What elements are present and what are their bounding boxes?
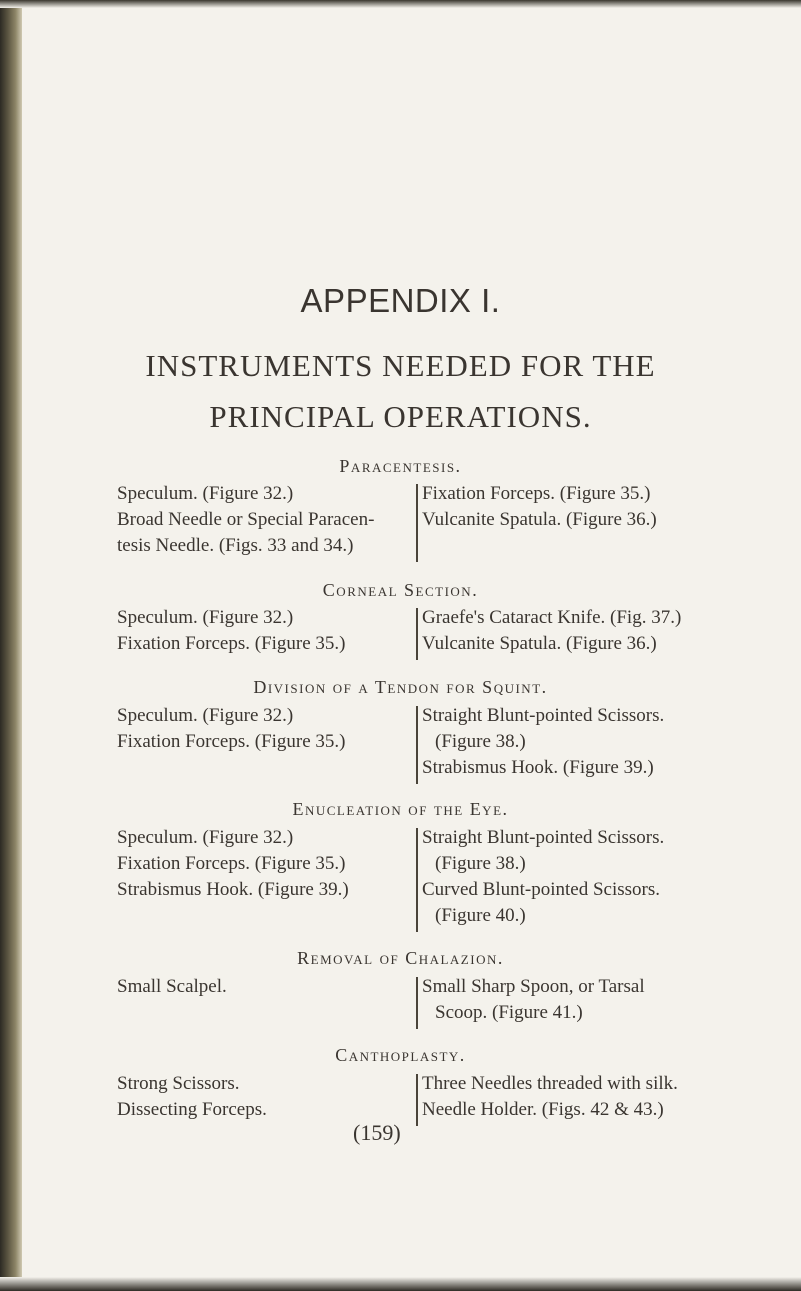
- page-title-line2: PRINCIPAL OPERATIONS.: [209, 399, 592, 434]
- list-item: (Figure 38.): [435, 853, 526, 874]
- section-heading-paracentesis: Paracentesis.: [339, 456, 462, 476]
- paracentesis-right-column: [422, 481, 657, 533]
- list-item: Small Scalpel.: [117, 976, 227, 997]
- list-item: (Figure 38.): [435, 731, 526, 752]
- list-item: Broad Needle or Special Paracen-: [117, 509, 375, 530]
- list-item: Three Needles threaded with silk.: [422, 1073, 678, 1094]
- list-item: Scoop. (Figure 41.): [435, 1002, 583, 1023]
- tendon-left-column: [117, 703, 346, 755]
- list-item: Straight Blunt-pointed Scissors.: [422, 705, 665, 726]
- corneal-right-column: [422, 605, 681, 657]
- list-item: Speculum. (Figure 32.): [117, 483, 294, 504]
- corneal-left-column: [117, 605, 346, 657]
- section-heading-chalazion: Removal of Chalazion.: [297, 948, 504, 968]
- canthoplasty-right-column: [422, 1071, 678, 1123]
- list-item: Needle Holder. (Figs. 42 & 43.): [422, 1099, 664, 1120]
- list-item: Small Sharp Spoon, or Tarsal: [422, 976, 645, 997]
- column-divider: [416, 706, 418, 784]
- list-item: Fixation Forceps. (Figure 35.): [117, 853, 346, 874]
- paracentesis-left-column: [117, 481, 374, 559]
- list-item: Curved Blunt-pointed Scissors.: [422, 879, 661, 900]
- chalazion-left-column: [117, 974, 227, 1000]
- list-item: Fixation Forceps. (Figure 35.): [422, 483, 651, 504]
- book-spine-shadow: [0, 0, 22, 1291]
- page-title-line1: INSTRUMENTS NEEDED FOR THE: [145, 348, 656, 383]
- column-divider: [416, 977, 418, 1029]
- appendix-label: APPENDIX I.: [300, 282, 501, 319]
- list-item: Strong Scissors.: [117, 1073, 240, 1094]
- list-item: Fixation Forceps. (Figure 35.): [117, 731, 346, 752]
- list-item: tesis Needle. (Figs. 33 and 34.): [117, 535, 354, 556]
- column-divider: [416, 828, 418, 932]
- list-item: Strabismus Hook. (Figure 39.): [117, 879, 349, 900]
- section-heading-enucleation: Enucleation of the Eye.: [292, 799, 509, 819]
- list-item: Vulcanite Spatula. (Figure 36.): [422, 633, 657, 654]
- list-item: Vulcanite Spatula. (Figure 36.): [422, 509, 657, 530]
- list-item: Speculum. (Figure 32.): [117, 607, 294, 628]
- list-item: Dissecting Forceps.: [117, 1099, 267, 1120]
- enucleation-right-column: [422, 825, 664, 929]
- list-item: Speculum. (Figure 32.): [117, 705, 294, 726]
- list-item: Straight Blunt-pointed Scissors.: [422, 827, 665, 848]
- page-top-edge: [0, 0, 801, 8]
- section-heading-canthoplasty: Canthoplasty.: [335, 1045, 466, 1065]
- page-bottom-edge: [0, 1277, 801, 1291]
- list-item: Speculum. (Figure 32.): [117, 827, 294, 848]
- page-number: (159): [353, 1120, 401, 1145]
- column-divider: [416, 484, 418, 562]
- list-item: Strabismus Hook. (Figure 39.): [422, 757, 654, 778]
- chalazion-right-column: [422, 974, 645, 1026]
- list-item: (Figure 40.): [435, 905, 526, 926]
- canthoplasty-left-column: [117, 1071, 267, 1123]
- list-item: Graefe's Cataract Knife. (Fig. 37.): [422, 607, 682, 628]
- section-heading-corneal: Corneal Section.: [322, 580, 479, 600]
- column-divider: [416, 608, 418, 660]
- section-heading-tendon: Division of a Tendon for Squint.: [253, 677, 548, 697]
- enucleation-left-column: [117, 825, 349, 903]
- list-item: Fixation Forceps. (Figure 35.): [117, 633, 346, 654]
- column-divider: [416, 1074, 418, 1126]
- tendon-right-column: [422, 703, 664, 781]
